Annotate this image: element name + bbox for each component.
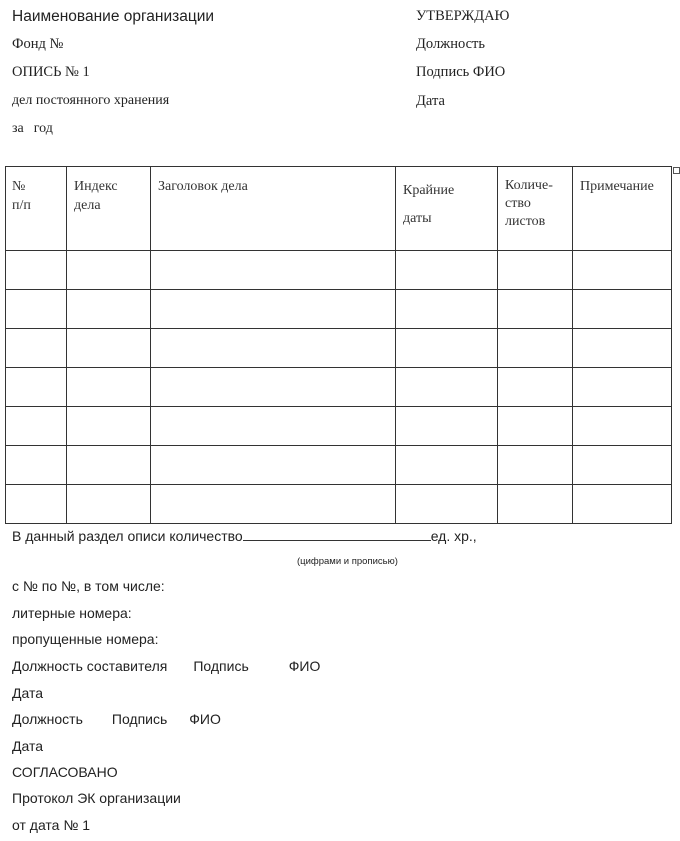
table-cell[interactable] [67, 485, 151, 524]
table-cell[interactable] [151, 368, 396, 407]
agreed-heading: СОГЛАСОВАНО [12, 764, 118, 780]
count-blank-field[interactable] [243, 527, 431, 541]
table-cell[interactable] [67, 446, 151, 485]
table-row [6, 407, 672, 446]
compiler-date: Дата [12, 685, 44, 701]
table-cell[interactable] [573, 329, 672, 368]
year-suffix: год [33, 121, 53, 136]
position-signature: Подпись [111, 711, 168, 727]
table-cell[interactable] [6, 329, 67, 368]
table-header-row [6, 167, 672, 251]
position-fio: ФИО [189, 711, 221, 727]
table-cell[interactable] [6, 407, 67, 446]
table-body [6, 251, 672, 524]
table-cell[interactable] [573, 446, 672, 485]
column-header-dates-line1: Крайние [403, 183, 455, 198]
table-row [6, 251, 672, 290]
table-cell[interactable] [6, 485, 67, 524]
approver-signature: Подпись ФИО [416, 64, 506, 80]
inventory-table [5, 166, 672, 524]
table-cell[interactable] [573, 368, 672, 407]
table-row [6, 329, 672, 368]
fond-number: Фонд № [12, 36, 64, 52]
inventory-title: ОПИСЬ № 1 [12, 64, 90, 80]
digits-note: (цифрами и прописью) [297, 556, 398, 567]
table-cell[interactable] [498, 485, 573, 524]
column-header-index-line2: дела [74, 198, 101, 213]
table-cell[interactable] [396, 329, 498, 368]
compiler-position: Должность составителя [12, 658, 168, 674]
range-line: с № по №, в том числе: [12, 578, 165, 594]
count-prefix: В данный раздел описи количество [12, 528, 243, 544]
table-cell[interactable] [67, 407, 151, 446]
table-cell[interactable] [151, 407, 396, 446]
column-header-index-line1: Индекс [74, 179, 118, 194]
table-cell[interactable] [67, 290, 151, 329]
position-label: Должность [12, 711, 83, 727]
table-cell[interactable] [396, 368, 498, 407]
column-header-dates [396, 167, 498, 251]
table-cell[interactable] [67, 368, 151, 407]
table-cell[interactable] [6, 290, 67, 329]
table-cell[interactable] [396, 446, 498, 485]
column-header-number-line2: п/п [12, 198, 31, 213]
table-cell[interactable] [151, 446, 396, 485]
table-cell[interactable] [498, 251, 573, 290]
table-cell[interactable] [498, 329, 573, 368]
protocol-line: Протокол ЭК организации [12, 790, 181, 806]
table-cell[interactable] [67, 251, 151, 290]
inventory-year [12, 122, 53, 136]
table-cell[interactable] [151, 251, 396, 290]
position-date: Дата [12, 738, 44, 754]
table-cell[interactable] [151, 329, 396, 368]
table-cell[interactable] [6, 251, 67, 290]
column-header-number [6, 167, 67, 251]
table-cell[interactable] [573, 407, 672, 446]
compiler-signature: Подпись [193, 658, 249, 674]
organization-name: Наименование организации [12, 8, 215, 25]
letter-numbers-line: литерные номера: [12, 605, 132, 621]
column-header-sheets-line1: Количе- [505, 178, 553, 193]
table-cell[interactable] [396, 407, 498, 446]
approver-position: Должность [416, 36, 485, 52]
approval-date: Дата [416, 93, 445, 109]
table-row [6, 446, 672, 485]
table-cell[interactable] [151, 485, 396, 524]
table-cell[interactable] [498, 407, 573, 446]
table-cell[interactable] [396, 251, 498, 290]
table-cell[interactable] [498, 290, 573, 329]
table-cell[interactable] [67, 329, 151, 368]
table-cell[interactable] [151, 290, 396, 329]
column-header-sheets-line3: листов [505, 214, 546, 229]
column-header-title [151, 167, 396, 251]
table-cell[interactable] [573, 485, 672, 524]
column-header-title-label: Заголовок дела [158, 179, 248, 194]
table-cell[interactable] [573, 251, 672, 290]
column-header-number-line1: № [12, 179, 26, 194]
column-header-dates-line2: даты [403, 211, 432, 226]
from-date-line: от дата № 1 [12, 817, 91, 833]
table-resize-handle[interactable] [673, 167, 680, 174]
table-row [6, 485, 672, 524]
position-line [12, 712, 221, 726]
inventory-description: дел постоянного хранения [12, 93, 170, 108]
table-cell[interactable] [6, 368, 67, 407]
table-row [6, 290, 672, 329]
column-header-sheets [498, 167, 573, 251]
column-header-note-label: Примечание [580, 179, 654, 194]
year-prefix: за [12, 121, 24, 136]
compiler-fio: ФИО [288, 658, 321, 674]
table-cell[interactable] [396, 485, 498, 524]
missing-numbers-line: пропущенные номера: [12, 631, 159, 647]
column-header-note [573, 167, 672, 251]
column-header-sheets-line2: ство [505, 196, 531, 211]
table-row [6, 368, 672, 407]
approve-heading: УТВЕРЖДАЮ [416, 8, 510, 24]
table-cell[interactable] [498, 446, 573, 485]
compiler-line [12, 659, 320, 673]
table-cell[interactable] [396, 290, 498, 329]
table-cell[interactable] [498, 368, 573, 407]
table-cell[interactable] [6, 446, 67, 485]
count-suffix: ед. хр., [430, 528, 477, 544]
column-header-index [67, 167, 151, 251]
count-line [12, 527, 477, 543]
table-cell[interactable] [573, 290, 672, 329]
